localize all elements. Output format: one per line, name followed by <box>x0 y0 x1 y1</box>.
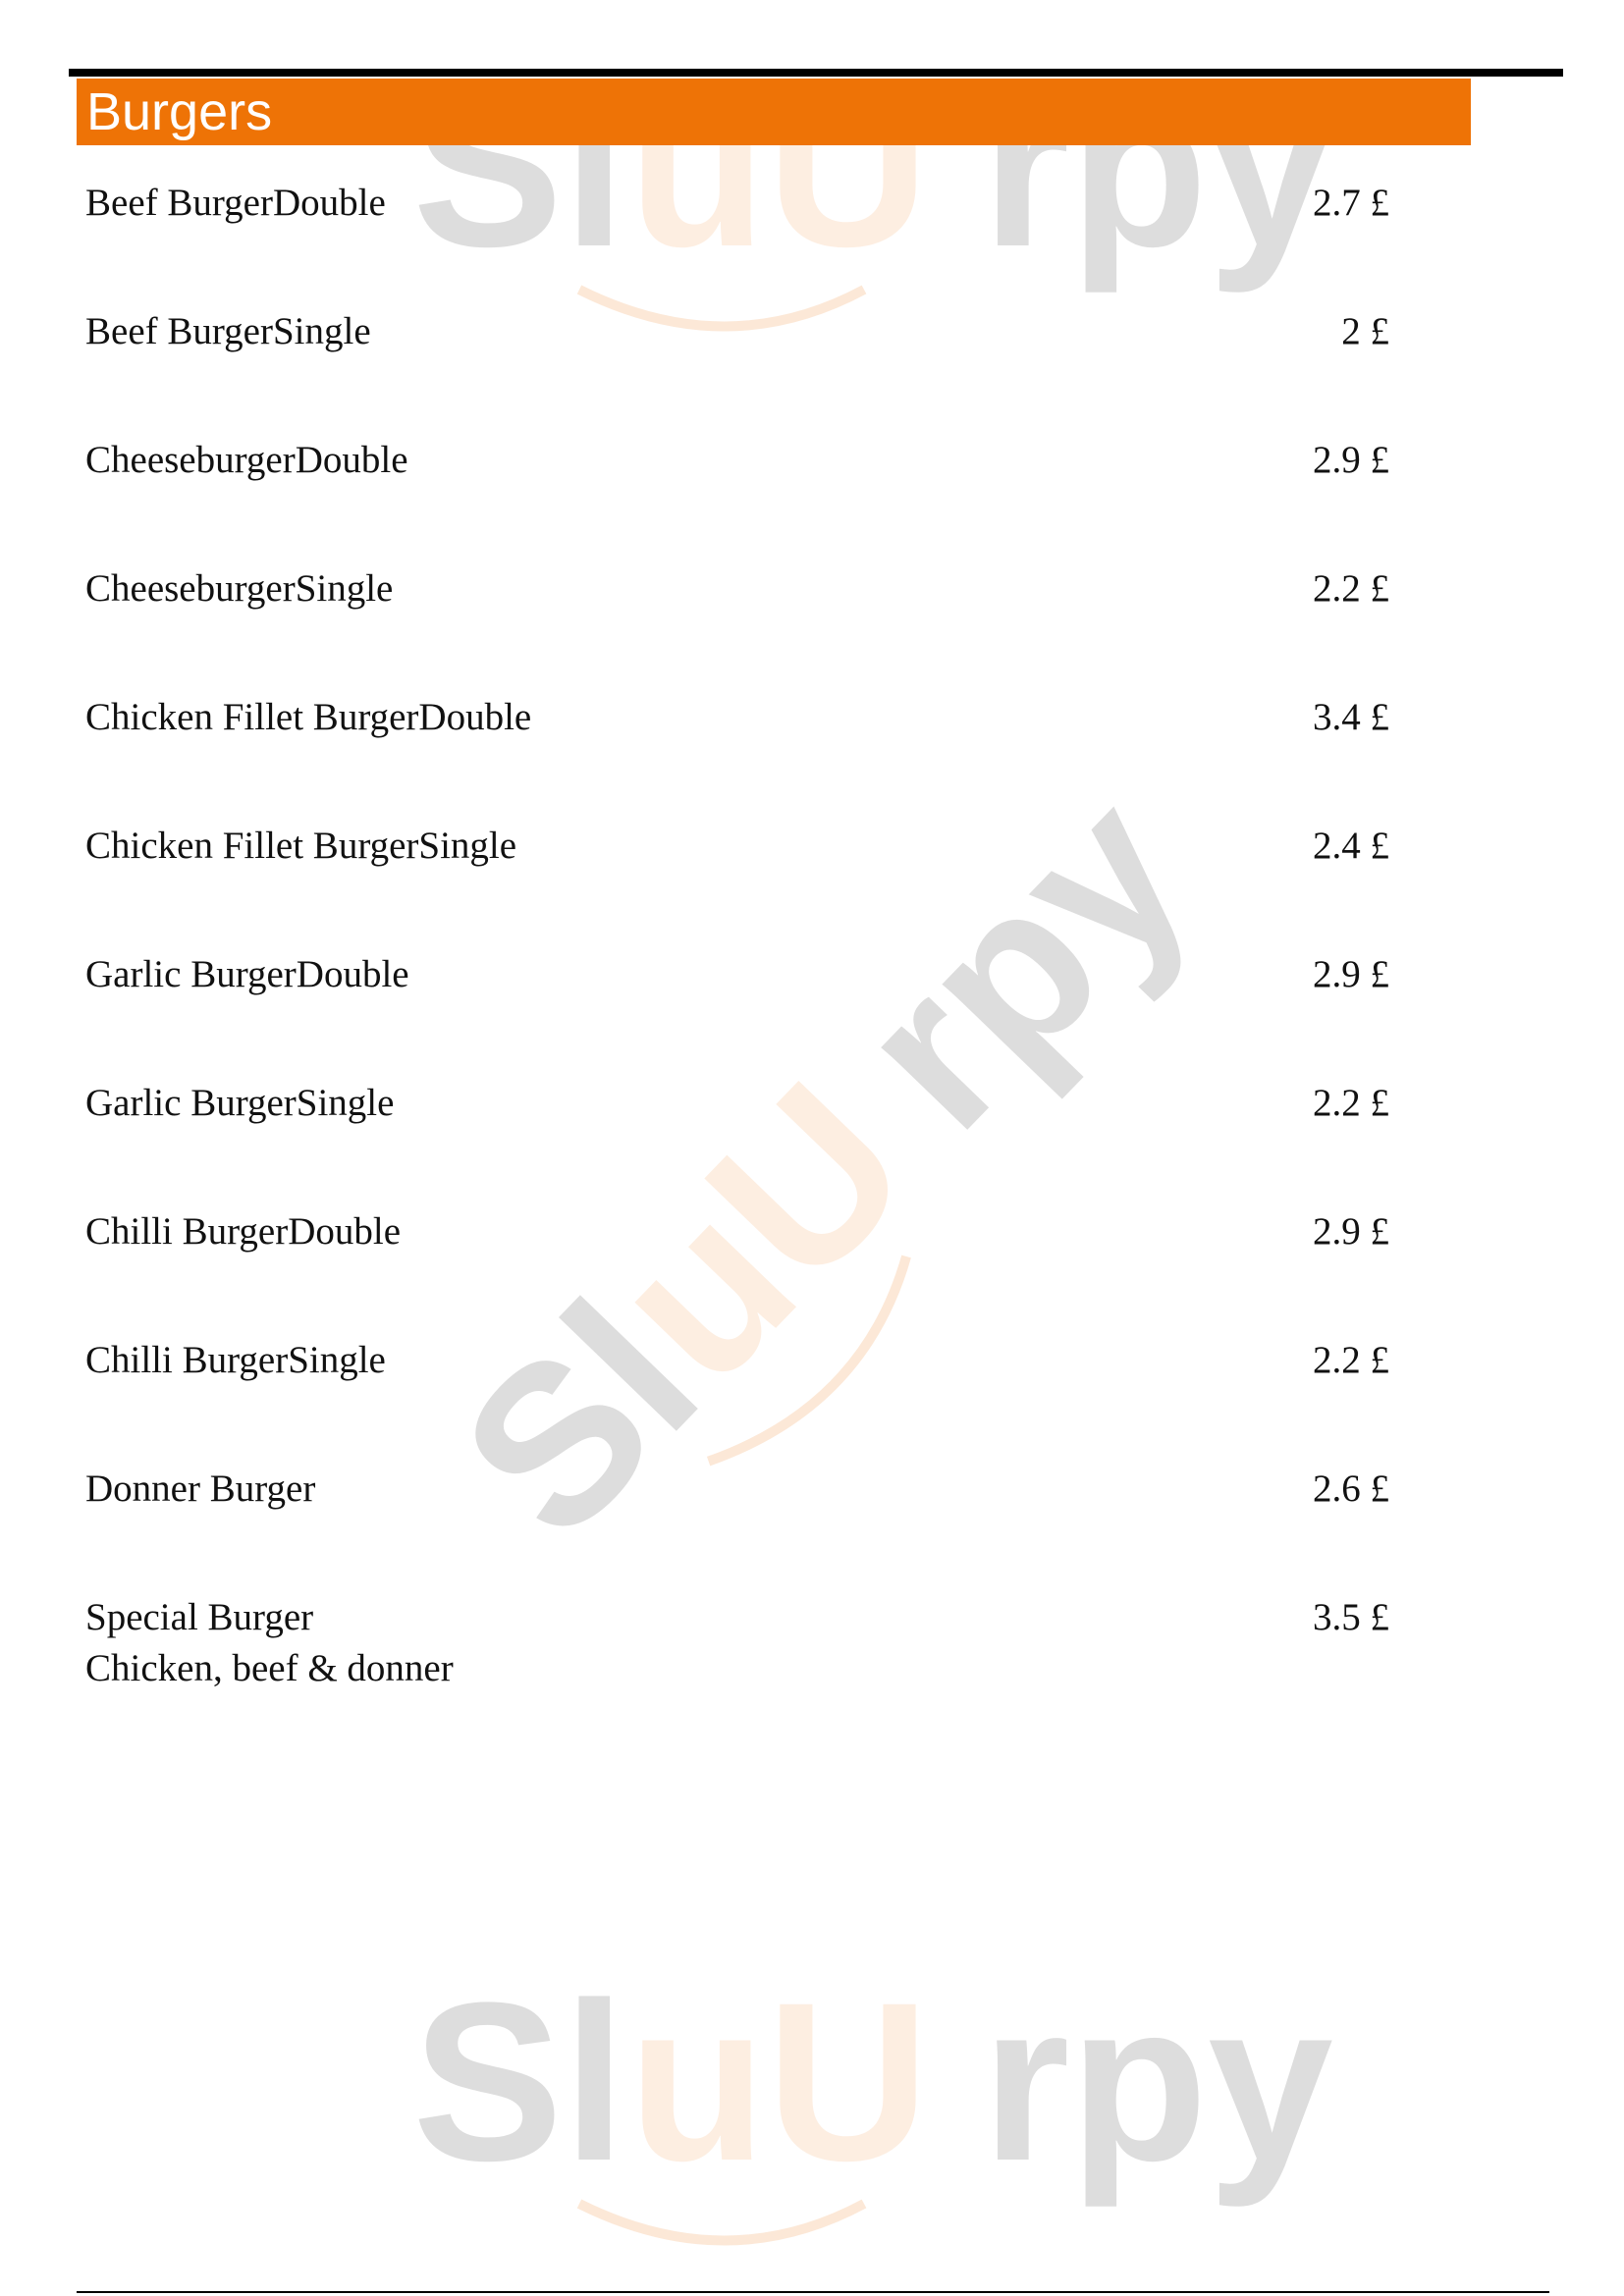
menu-item-name: Special Burger <box>85 1596 314 1638</box>
menu-item <box>85 1078 1389 1186</box>
menu-item-name: Beef BurgerSingle <box>85 310 371 352</box>
menu-item-price: 2.9 £ <box>1313 953 1389 995</box>
menu-item <box>85 435 1389 543</box>
svg-text:Sl: Sl <box>412 41 626 294</box>
menu-item <box>85 1592 1389 1700</box>
menu-item-price: 2 £ <box>1341 310 1389 352</box>
svg-text:Sl: Sl <box>412 1955 626 2208</box>
svg-text:Sl: Sl <box>413 1255 744 1584</box>
svg-text:uU: uU <box>628 1955 930 2208</box>
menu-item-name: Chicken Fillet BurgerDouble <box>85 696 532 738</box>
bottom-divider <box>77 2291 1549 2293</box>
menu-item <box>85 1335 1389 1443</box>
menu-item-name: Chilli BurgerSingle <box>85 1339 386 1381</box>
menu-item-price: 2.2 £ <box>1313 1339 1389 1381</box>
menu-item-price: 2.2 £ <box>1313 567 1389 610</box>
menu-item-name: Garlic BurgerDouble <box>85 953 409 995</box>
menu-item-price: 3.4 £ <box>1313 696 1389 738</box>
menu-item <box>85 1206 1389 1314</box>
menu-item-name: Garlic BurgerSingle <box>85 1082 395 1124</box>
section-title: Burgers <box>86 82 273 141</box>
menu-item-price: 2.9 £ <box>1313 439 1389 481</box>
menu-item-description: Chicken, beef & donner <box>85 1647 454 1689</box>
menu-item-price: 2.4 £ <box>1313 825 1389 867</box>
menu-item-name: CheeseburgerDouble <box>85 439 408 481</box>
svg-text:uU: uU <box>628 41 930 294</box>
menu-item-name: Chilli BurgerDouble <box>85 1210 402 1253</box>
menu-item <box>85 178 1389 286</box>
menu-item-price: 2.6 £ <box>1313 1468 1389 1510</box>
menu-item-name: Beef BurgerDouble <box>85 182 386 224</box>
menu-item <box>85 306 1389 414</box>
menu-item <box>85 563 1389 671</box>
menu-item-price: 2.9 £ <box>1313 1210 1389 1253</box>
menu-item-price: 2.2 £ <box>1313 1082 1389 1124</box>
svg-text:rpy: rpy <box>982 1955 1333 2208</box>
menu-item-name: Chicken Fillet BurgerSingle <box>85 825 517 867</box>
menu-item-price: 2.7 £ <box>1313 182 1389 224</box>
menu-item-name: CheeseburgerSingle <box>85 567 394 610</box>
menu-item <box>85 949 1389 1057</box>
menu-item <box>85 821 1389 929</box>
menu-item <box>85 1464 1389 1572</box>
svg-text:rpy: rpy <box>809 746 1235 1175</box>
menu-item-name: Donner Burger <box>85 1468 316 1510</box>
svg-text:uU: uU <box>564 1037 955 1429</box>
menu-item-price: 3.5 £ <box>1313 1596 1389 1638</box>
menu-item <box>85 692 1389 800</box>
svg-text:rpy: rpy <box>982 41 1333 294</box>
